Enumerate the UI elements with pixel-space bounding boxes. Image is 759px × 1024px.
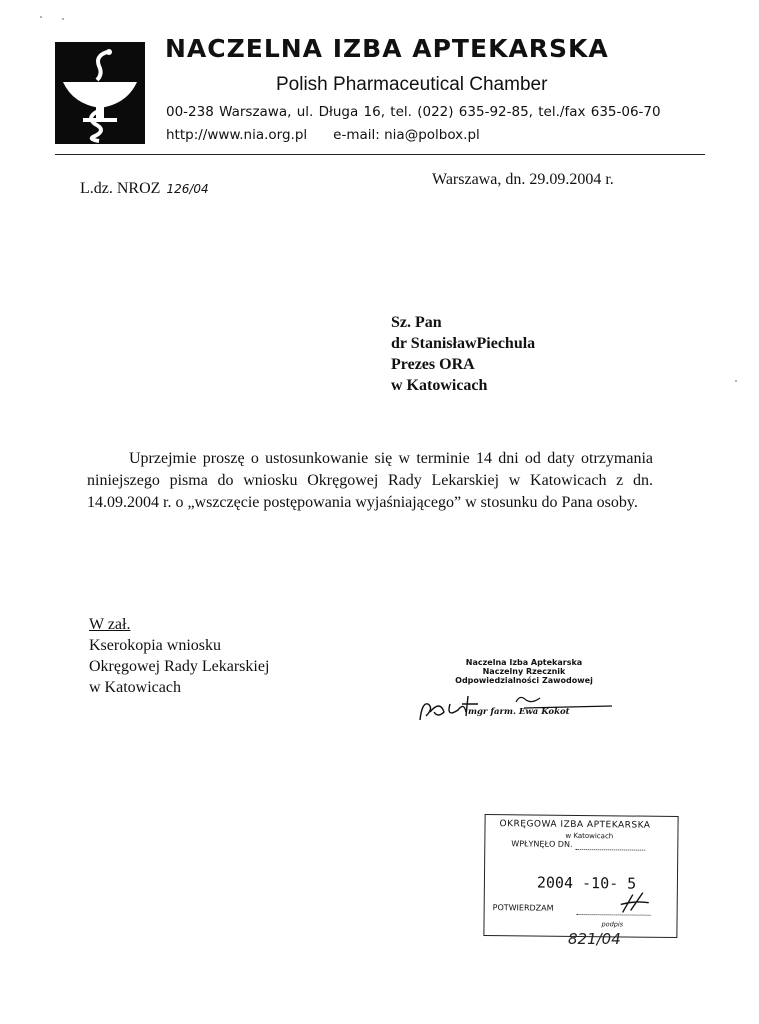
header-divider (55, 154, 705, 155)
stamp-institution: OKRĘGOWA IZBA APTEKARSKA (499, 819, 651, 831)
received-stamp (483, 814, 678, 938)
signatory-name: mgr farm. Ewa Kokot (468, 707, 570, 717)
attachment-line: Okręgowej Rady Lekarskiej (89, 658, 270, 675)
handwritten-initial (617, 890, 653, 916)
signature-stamp (436, 658, 612, 685)
stamp-line: Odpowiedzialności Zawodowej (455, 676, 593, 685)
addressee-city: w Katowicach (391, 377, 488, 394)
organization-contacts (166, 127, 480, 143)
stamp-received-date: 2004 -10- 5 (536, 873, 637, 893)
stamp-signature-label: podpis (601, 920, 624, 929)
reference-handwritten: 126/04 (166, 182, 209, 196)
scan-speck (62, 18, 64, 20)
reference-number (80, 180, 209, 198)
letter-body: Uprzejmie proszę o ustosunkowanie się w terminie 14 dni od daty otrzymania niniejszego pisma do wniosku Okręgowej Rady Lekarskiej w Katowicach z dn. 14.09.2004 r. o „wszczęcie postępowania wyjaśniającego” w stosunku do Pana osoby. (87, 450, 653, 511)
stamp-dotted-line (577, 914, 651, 916)
website-link[interactable]: http://www.nia.org.pl (166, 127, 308, 143)
stamp-dotted-line (575, 849, 645, 851)
addressee-block (391, 312, 535, 396)
bowl-of-hygieia-icon (55, 42, 145, 144)
attachment-line: w Katowicach (89, 679, 181, 696)
scan-speck (735, 380, 737, 382)
reference-label: L.dz. NROZ (80, 180, 161, 197)
handwritten-signature (416, 682, 616, 724)
email-link[interactable]: e-mail: nia@polbox.pl (333, 127, 480, 143)
letter-date: Warszawa, dn. 29.09.2004 r. (432, 171, 614, 188)
stamp-city: w Katowicach (565, 831, 614, 841)
attachment-heading: W zał. (89, 616, 131, 633)
addressee-name: dr StanisławPiechula (391, 335, 536, 352)
addressee-salutation: Sz. Pan (391, 314, 442, 331)
stamp-received-label: WPŁYNĘŁO DN. (511, 839, 573, 849)
stamp-confirm-label: POTWIERDZAM (492, 903, 554, 913)
organization-name-english: Polish Pharmaceutical Chamber (276, 74, 548, 95)
addressee-title: Prezes ORA (391, 356, 475, 373)
attachment-line: Kserokopia wniosku (89, 637, 221, 654)
organization-address: 00-238 Warszawa, ul. Długa 16, tel. (022) 635-92-85, tel./fax 635-06-70 (166, 104, 661, 120)
handwritten-registration-number: 821/04 (568, 930, 621, 948)
attachment-block (89, 614, 269, 698)
scan-speck (40, 16, 42, 18)
stamp-line: Naczelny Rzecznik (482, 667, 566, 676)
organization-name: NACZELNA IZBA APTEKARSKA (165, 34, 609, 63)
stamp-line: Naczelna Izba Aptekarska (465, 658, 583, 667)
chamber-logo (55, 42, 145, 144)
